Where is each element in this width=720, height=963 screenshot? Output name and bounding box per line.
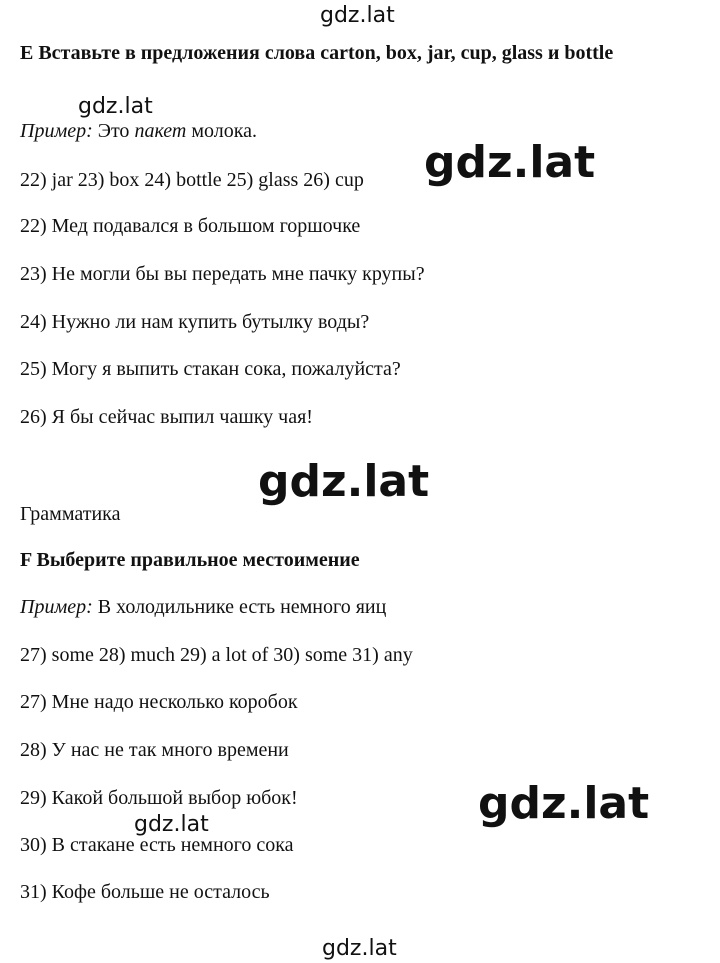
section-e-heading: E Вставьте в предложения слова carton, box, jar, cup, glass и bottle xyxy=(20,42,614,64)
sentence-30: 30) В стакане есть немного сока xyxy=(20,834,294,856)
watermark-big-right-top: gdz.lat xyxy=(424,137,596,188)
watermark-under-heading: gdz.lat xyxy=(78,94,153,119)
sentence-28: 28) У нас не так много времени xyxy=(20,739,289,761)
sentence-31: 31) Кофе больше не осталось xyxy=(20,881,270,903)
sentence-26: 26) Я бы сейчас выпил чашку чая! xyxy=(20,406,313,428)
watermark-big-center: gdz.lat xyxy=(258,456,430,507)
section-f-heading: F Выберите правильное местоимение xyxy=(20,549,360,571)
sentence-27: 27) Мне надо несколько коробок xyxy=(20,691,298,713)
watermark-big-right-bottom: gdz.lat xyxy=(478,778,650,829)
watermark-bottom: gdz.lat xyxy=(322,936,397,961)
grammar-label: Грамматика xyxy=(20,503,121,525)
example-label-f: Пример: xyxy=(20,596,93,618)
sentence-29: 29) Какой большой выбор юбок! xyxy=(20,787,298,809)
example-word: пакет xyxy=(134,120,187,142)
sentence-22: 22) Мед подавался в большом горшочке xyxy=(20,215,361,237)
section-e-answers: 22) jar 23) box 24) bottle 25) glass 26) cup xyxy=(20,169,364,191)
example-text-f: В холодильнике есть немного яиц xyxy=(92,596,387,618)
section-f-answers: 27) some 28) much 29) a lot of 30) some 31) any xyxy=(20,644,413,666)
watermark-top: gdz.lat xyxy=(320,3,395,28)
section-f-example xyxy=(20,595,386,619)
example-label: Пример: xyxy=(20,120,93,142)
sentence-23: 23) Не могли бы вы передать мне пачку крупы? xyxy=(20,263,425,285)
sentence-25: 25) Могу я выпить стакан сока, пожалуйста? xyxy=(20,358,401,380)
sentence-24: 24) Нужно ли нам купить бутылку воды? xyxy=(20,311,370,333)
example-text-end: молока. xyxy=(186,120,258,142)
watermark-small-bottom-left: gdz.lat xyxy=(134,812,209,837)
section-e-example xyxy=(20,119,257,143)
example-text: Это xyxy=(92,120,135,142)
